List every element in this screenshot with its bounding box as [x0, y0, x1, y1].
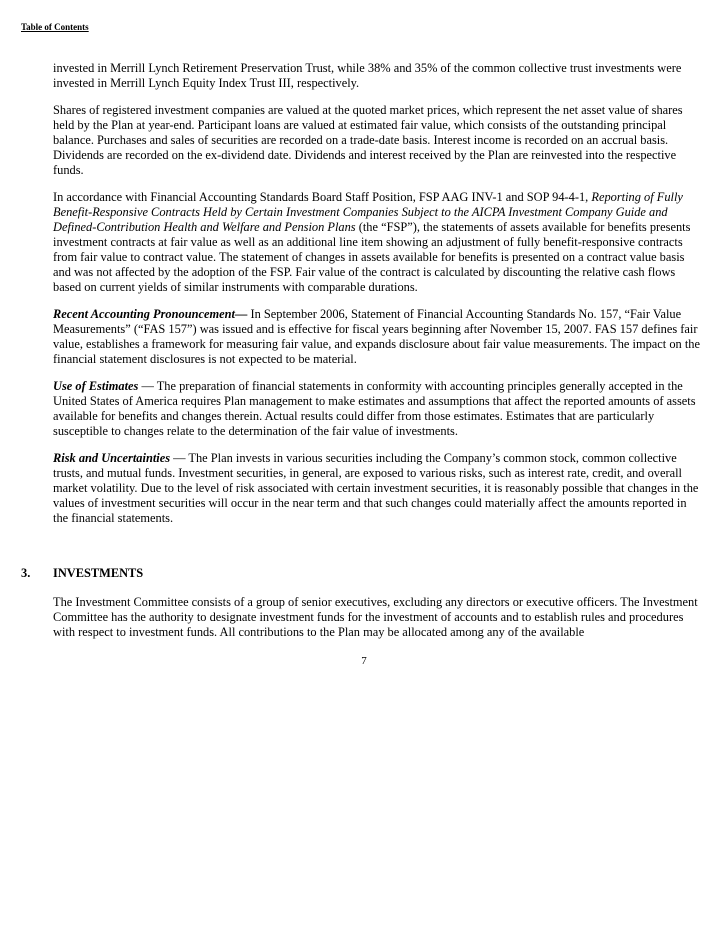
paragraph-investment-committee: The Investment Committee consists of a group of senior executives, excluding any directors or executive officers. The Investment Committee has the authority to designate investment funds for the investment of accounts and to establish rules and procedures with respect to investment funds. All contributions to the Plan may be allocated among any of the available	[53, 595, 698, 639]
document-body	[53, 61, 703, 538]
paragraph-valuation: Shares of registered investment companies are valued at the quoted market prices, which represent the net asset value of shares held by the Plan at year-end. Participant loans are valued at estimated fair value, which consists of the outstanding principal balance. Purchases and sales of securities are recorded on a trade-date basis. Interest income is recorded on an accrual basis. Dividends are recorded on the ex-dividend date. Dividends and interest received by the Plan are reinvested into the respective funds.	[53, 103, 683, 177]
fsp-title-italic: Reporting of Fully Benefit-Responsive Contracts Held by Certain Investment Companies Subject to the AICPA Investment Company Guide and Defined-Contribution Health and Welfare and Pension Plans	[53, 190, 683, 234]
paragraph-trust-investments: invested in Merrill Lynch Retirement Preservation Trust, while 38% and 35% of the common collective trust investments were invested in Merrill Lynch Equity Index Trust III, respectively.	[53, 61, 682, 90]
paragraph-risk-uncertainties	[53, 451, 703, 526]
paragraph-fsp	[53, 190, 703, 295]
page-number: 7	[361, 655, 367, 667]
fsp-intro-text: In accordance with Financial Accounting Standards Board Staff Position, FSP AAG INV-1 and SOP 94-4-1,	[53, 190, 592, 204]
fsp-body-text: (the “FSP”), the statements of assets available for benefits presents investment contracts at fair value as well as an additional line item showing an adjustment of fully benefit-responsive contracts from fair value to contract value. The statement of changes in assets available for benefits is presented on a contract value basis and was not affected by the adoption of the FSP. Fair value of the contract is calculated by discounting the relative cash flows based on current yields of similar instruments with comparable durations.	[53, 220, 691, 294]
recent-accounting-heading: Recent Accounting Pronouncement—	[53, 307, 248, 321]
risk-uncertainties-body: — The Plan invests in various securities including the Company’s common stock, common collective trusts, and mutual funds. Investment securities, in general, are exposed to various risks, such as interest rate, credit, and overall market volatility. Due to the level of risk associated with certain investment securities, it is reasonably possible that changes in the values of investment securities will occur in the near term and that such changes could materially affect the amounts reported in the financial statements.	[53, 451, 699, 525]
use-of-estimates-heading: Use of Estimates	[53, 379, 139, 393]
risk-uncertainties-heading: Risk and Uncertainties	[53, 451, 171, 465]
recent-accounting-body: In September 2006, Statement of Financial Accounting Standards No. 157, “Fair Value Measurements” (“FAS 157”) was issued and is effective for fiscal years beginning after November 15, 2007. FAS 157 defines fair value, establishes a framework for measuring fair value, and expands disclosure about fair value measurements. The impact on the financial statement disclosures is not expected to be material.	[53, 307, 700, 366]
paragraph-use-of-estimates	[53, 379, 703, 439]
section-title: INVESTMENTS	[53, 566, 144, 580]
section-number: 3.	[21, 566, 31, 580]
paragraph-recent-accounting	[53, 307, 703, 367]
use-of-estimates-body: — The preparation of financial statements in conformity with accounting principles generally accepted in the United States of America requires Plan management to make estimates and assumptions that affect the reported amounts of assets available for benefits and changes therein. Actual results could differ from those estimates. Estimates that are particularly susceptible to changes relate to the determination of the fair value of investments.	[53, 379, 696, 438]
table-of-contents-link[interactable]: Table of Contents	[21, 22, 89, 32]
